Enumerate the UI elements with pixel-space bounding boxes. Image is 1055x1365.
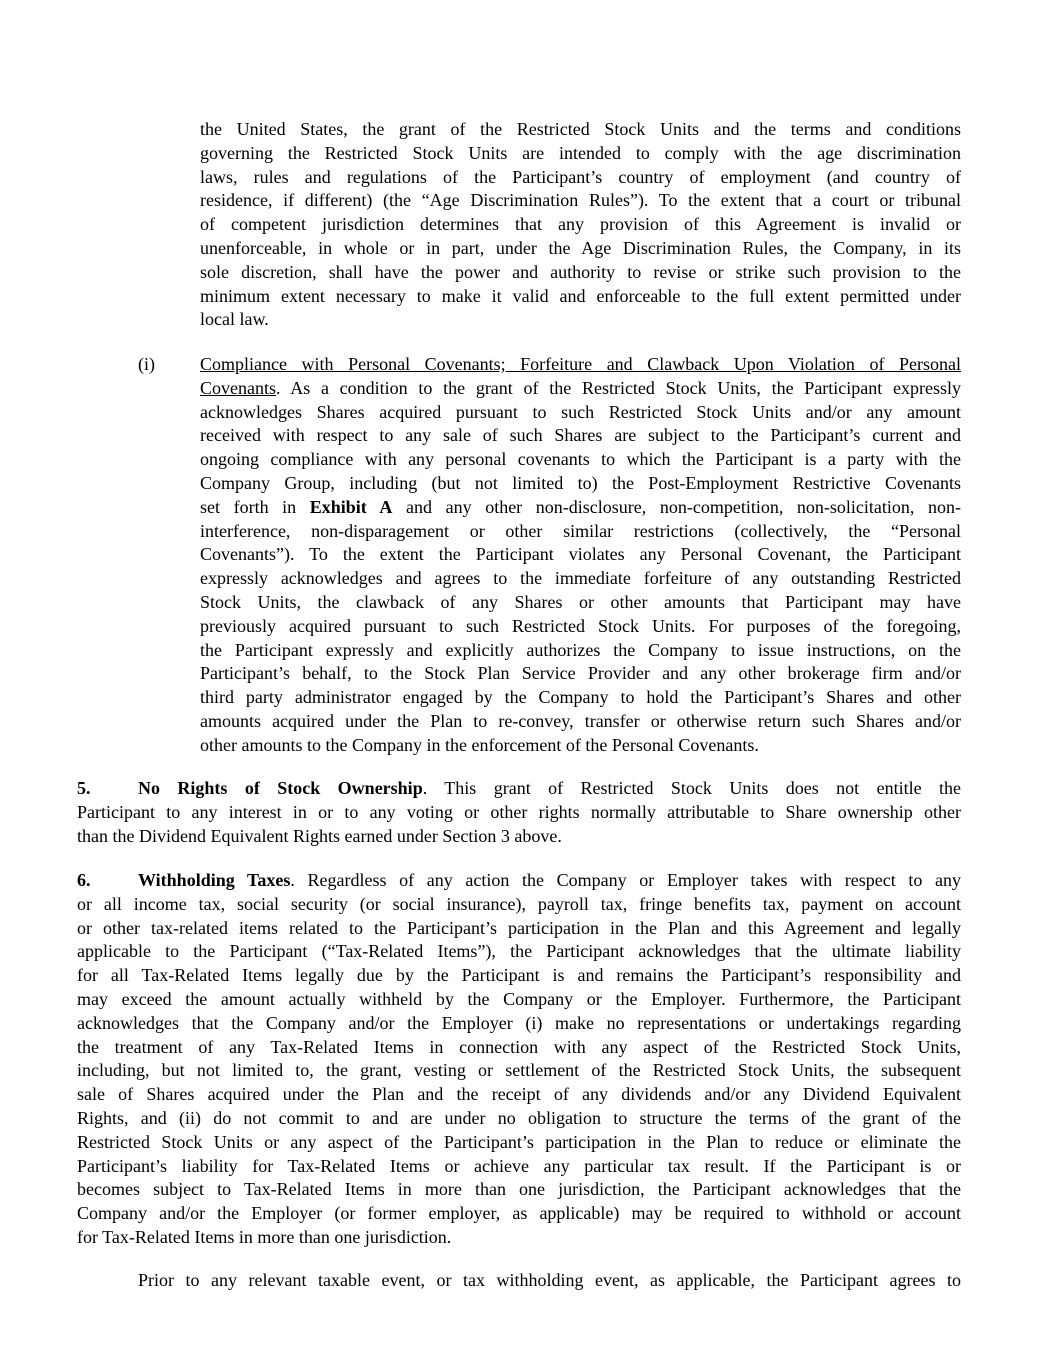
text-line — [200, 472, 961, 496]
text-line — [200, 591, 961, 615]
text-segment: residence, if different) (the “Age Discrimination Rules”). To the extent that a court or tribunal — [200, 190, 961, 211]
text-segment: . As a condition to the grant of the Restricted Stock Units, the Participant expressly — [276, 377, 961, 398]
text-line — [77, 1012, 961, 1036]
text-segment: of competent jurisdiction determines that any provision of this Agreement is invalid or — [200, 214, 961, 235]
text-line — [200, 285, 961, 309]
text-segment: local law. — [200, 309, 269, 330]
text-line — [200, 567, 961, 591]
text-line — [77, 1178, 961, 1202]
text-segment: governing the Restricted Stock Units are intended to comply with the age discrimination — [200, 142, 961, 163]
text-line — [200, 401, 961, 425]
text-segment: . Regardless of any action the Company or Employer takes with respect to any — [290, 870, 961, 890]
text-segment: or all income tax, social security (or social insurance), payroll tax, fringe benefits tax, payment on account — [77, 893, 961, 914]
text-line — [200, 213, 961, 237]
text-segment: amounts acquired under the Plan to re-convey, transfer or otherwise return such Shares and/or — [200, 710, 961, 731]
text-line — [200, 308, 961, 332]
text-segment: Company and/or the Employer (or former employer, as applicable) may be required to withhold or account — [77, 1203, 961, 1224]
text-line — [77, 988, 961, 1012]
text-line — [77, 1036, 961, 1060]
text-line — [200, 448, 961, 472]
text-line — [200, 615, 961, 639]
text-line — [77, 1226, 961, 1250]
text-segment: applicable to the Participant (“Tax-Related Items”), the Participant acknowledges that the ultimate liability — [77, 941, 961, 962]
text-segment: Participant’s behalf, to the Stock Plan Service Provider and any other brokerage firm and/or — [200, 663, 961, 684]
text-line — [77, 893, 961, 917]
text-segment: sole discretion, shall have the power and authority to revise or strike such provision to the — [200, 261, 961, 282]
text-segment: for Tax-Related Items in more than one jurisdiction. — [77, 1226, 452, 1247]
text-line — [77, 917, 961, 941]
text-line — [77, 1059, 961, 1083]
text-line — [200, 166, 961, 190]
text-segment: and any other non-disclosure, non-competition, non-solicitation, non- — [392, 496, 961, 517]
text-line — [77, 964, 961, 988]
age-discrimination-paragraph — [200, 118, 961, 332]
text-line — [200, 520, 961, 544]
withholding-prior-paragraph — [77, 1269, 961, 1293]
text-segment: the treatment of any Tax-Related Items in connection with any aspect of the Restricted Stock Units, — [77, 1036, 961, 1057]
text-line — [200, 353, 961, 377]
text-segment: . This grant of Restricted Stock Units does not entitle the — [422, 778, 961, 798]
section-5-no-rights — [77, 777, 961, 848]
underlined-heading: Compliance with Personal Covenants; Forfeiture and Clawback Upon Violation of Personal — [200, 354, 961, 374]
item-label: (i) — [138, 354, 155, 374]
text-segment: the United States, the grant of the Restricted Stock Units and the terms and conditions — [200, 119, 961, 139]
text-segment: Restricted Stock Units or any aspect of the Participant’s participation in the Plan to reduce or eliminate the — [77, 1131, 961, 1152]
text-line — [200, 639, 961, 663]
text-line — [200, 662, 961, 686]
text-line — [200, 686, 961, 710]
text-line — [200, 377, 961, 401]
text-segment: laws, rules and regulations of the Participant’s country of employment (and country of — [200, 166, 961, 187]
text-segment: set forth in — [200, 496, 310, 517]
text-segment: for all Tax-Related Items legally due by the Participant is and remains the Participant’s responsibility and — [77, 965, 961, 986]
text-line — [200, 142, 961, 166]
text-segment: third party administrator engaged by the Company to hold the Participant’s Shares and other — [200, 687, 961, 708]
text-line — [77, 825, 961, 849]
text-line — [200, 118, 961, 142]
text-segment: Stock Units, the clawback of any Shares or other amounts that Participant may have — [200, 591, 961, 612]
text-segment: ongoing compliance with any personal covenants to which the Participant is a party with the — [200, 449, 961, 470]
text-segment: acknowledges Shares acquired pursuant to such Restricted Stock Units and/or any amount — [200, 401, 961, 422]
text-line — [77, 1202, 961, 1226]
section-4i-personal-covenants — [138, 353, 961, 758]
text-segment: than the Dividend Equivalent Rights earned under Section 3 above. — [77, 825, 562, 846]
text-segment: other amounts to the Company in the enforcement of the Personal Covenants. — [200, 734, 759, 755]
text-line — [77, 1155, 961, 1179]
text-line — [77, 801, 961, 825]
text-segment: interference, non-disparagement or other similar restrictions (collectively, the “Personal — [200, 520, 961, 541]
text-segment: may exceed the amount actually withheld by the Company or the Employer. Furthermore, the Participant — [77, 988, 961, 1009]
text-line — [200, 496, 961, 520]
text-line — [77, 1083, 961, 1107]
text-line — [200, 261, 961, 285]
text-segment: the Participant expressly and explicitly authorizes the Company to issue instructions, on the — [200, 639, 961, 660]
text-line — [200, 734, 961, 758]
underlined-heading: Covenants — [200, 377, 276, 398]
text-line — [200, 424, 961, 448]
bold-heading: No Rights of Stock Ownership — [138, 778, 423, 798]
text-segment: previously acquired pursuant to such Restricted Stock Units. For purposes of the foregoing, — [200, 615, 961, 636]
text-line — [77, 869, 961, 893]
text-segment: received with respect to any sale of such Shares are subject to the Participant’s current and — [200, 425, 961, 446]
text-line — [77, 1131, 961, 1155]
text-segment: including, but not limited to, the grant, vesting or settlement of the Restricted Stock Units, the subsequent — [77, 1060, 961, 1081]
text-segment: minimum extent necessary to make it valid and enforceable to the full extent permitted under — [200, 285, 961, 306]
text-line — [200, 710, 961, 734]
text-line — [77, 940, 961, 964]
text-segment: Rights, and (ii) do not commit to and are under no obligation to structure the terms of the grant of the — [77, 1107, 961, 1128]
text-line — [77, 1107, 961, 1131]
text-segment: unenforceable, in whole or in part, under the Age Discrimination Rules, the Company, in its — [200, 237, 961, 258]
section-6-withholding-taxes — [77, 869, 961, 1250]
text-line — [77, 1269, 961, 1293]
bold-heading: Withholding Taxes — [138, 870, 291, 890]
text-segment: Prior to any relevant taxable event, or tax withholding event, as applicable, the Participant agrees to — [138, 1270, 961, 1290]
text-segment: or other tax-related items related to the Participant’s participation in the Plan and this Agreement and legally — [77, 917, 961, 938]
text-line — [200, 543, 961, 567]
text-segment: expressly acknowledges and agrees to the immediate forfeiture of any outstanding Restricted — [200, 568, 961, 589]
text-segment: sale of Shares acquired under the Plan and the receipt of any dividends and/or any Dividend Equivalent — [77, 1084, 961, 1105]
text-segment: acknowledges that the Company and/or the Employer (i) make no representations or undertakings regarding — [77, 1012, 961, 1033]
section-number: 6. — [77, 870, 91, 890]
text-segment: Covenants”). To the extent the Participant violates any Personal Covenant, the Participant — [200, 544, 961, 565]
section-number: 5. — [77, 778, 91, 798]
text-line — [200, 237, 961, 261]
text-segment: Company Group, including (but not limited to) the Post-Employment Restrictive Covenants — [200, 472, 961, 493]
text-line — [77, 777, 961, 801]
text-line — [200, 189, 961, 213]
bold-heading: Exhibit A — [309, 496, 393, 517]
text-segment: becomes subject to Tax-Related Items in more than one jurisdiction, the Participant acknowledges that the — [77, 1179, 961, 1200]
text-segment: Participant’s liability for Tax-Related Items or achieve any particular tax result. If the Participant is or — [77, 1155, 961, 1176]
text-segment: Participant to any interest in or to any voting or other rights normally attributable to Share ownership other — [77, 801, 961, 822]
